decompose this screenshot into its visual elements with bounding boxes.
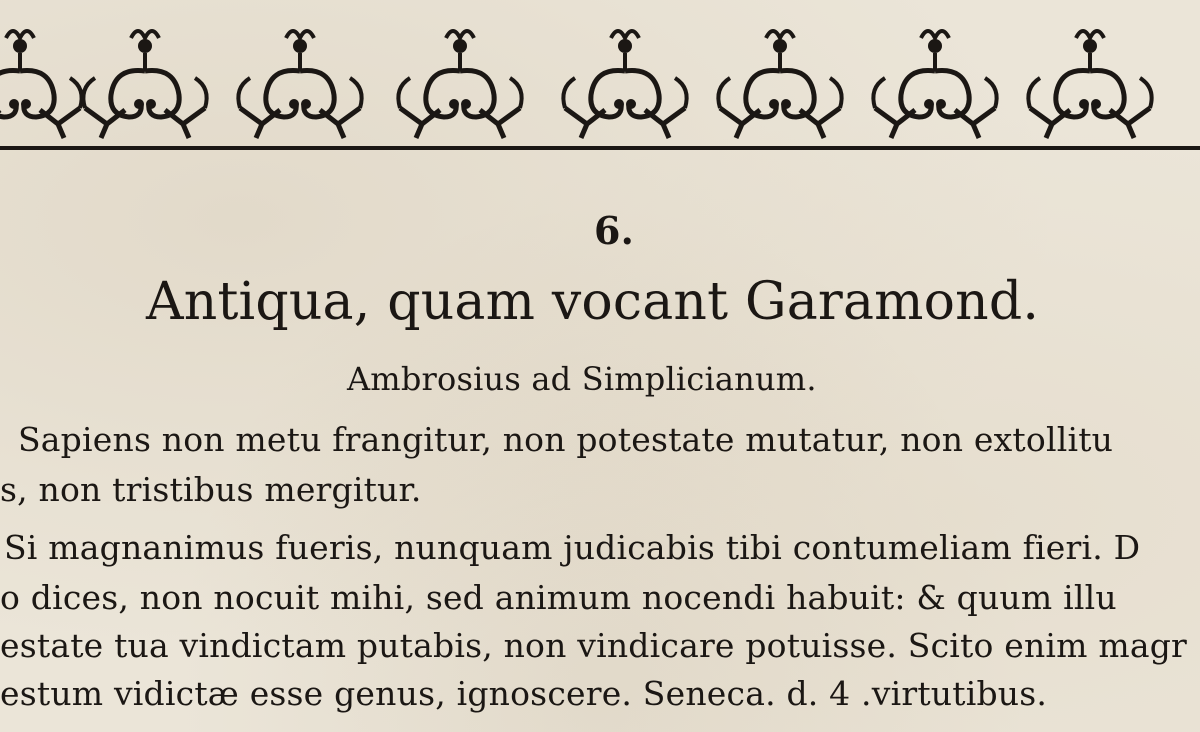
page-subtitle: Ambrosius ad Simplicianum.	[347, 360, 817, 398]
text-line: Si magnanimus fueris, nunquam judicabis tibi contumeliam fieri. D	[4, 528, 1141, 567]
horizontal-rule	[0, 146, 1200, 150]
page-title: Antiqua, quam vocant Garamond.	[146, 272, 1040, 332]
text-line: s, non tristibus mergitur.	[0, 470, 422, 509]
text-line: estate tua vindictam putabis, non vindicare potuisse. Scito enim magr	[0, 626, 1188, 665]
text-line: estum vidictæ esse genus, ignoscere. Seneca. d. 4 .virtutibus.	[0, 674, 1048, 713]
text-line: Sapiens non metu frangitur, non potestate mutatur, non extollitu	[18, 420, 1114, 459]
text-line: o dices, non nocuit mihi, sed animum nocendi habuit: & quum illu	[0, 578, 1117, 617]
page-number: 6.	[594, 208, 635, 253]
ornamental-border	[0, 28, 1200, 144]
